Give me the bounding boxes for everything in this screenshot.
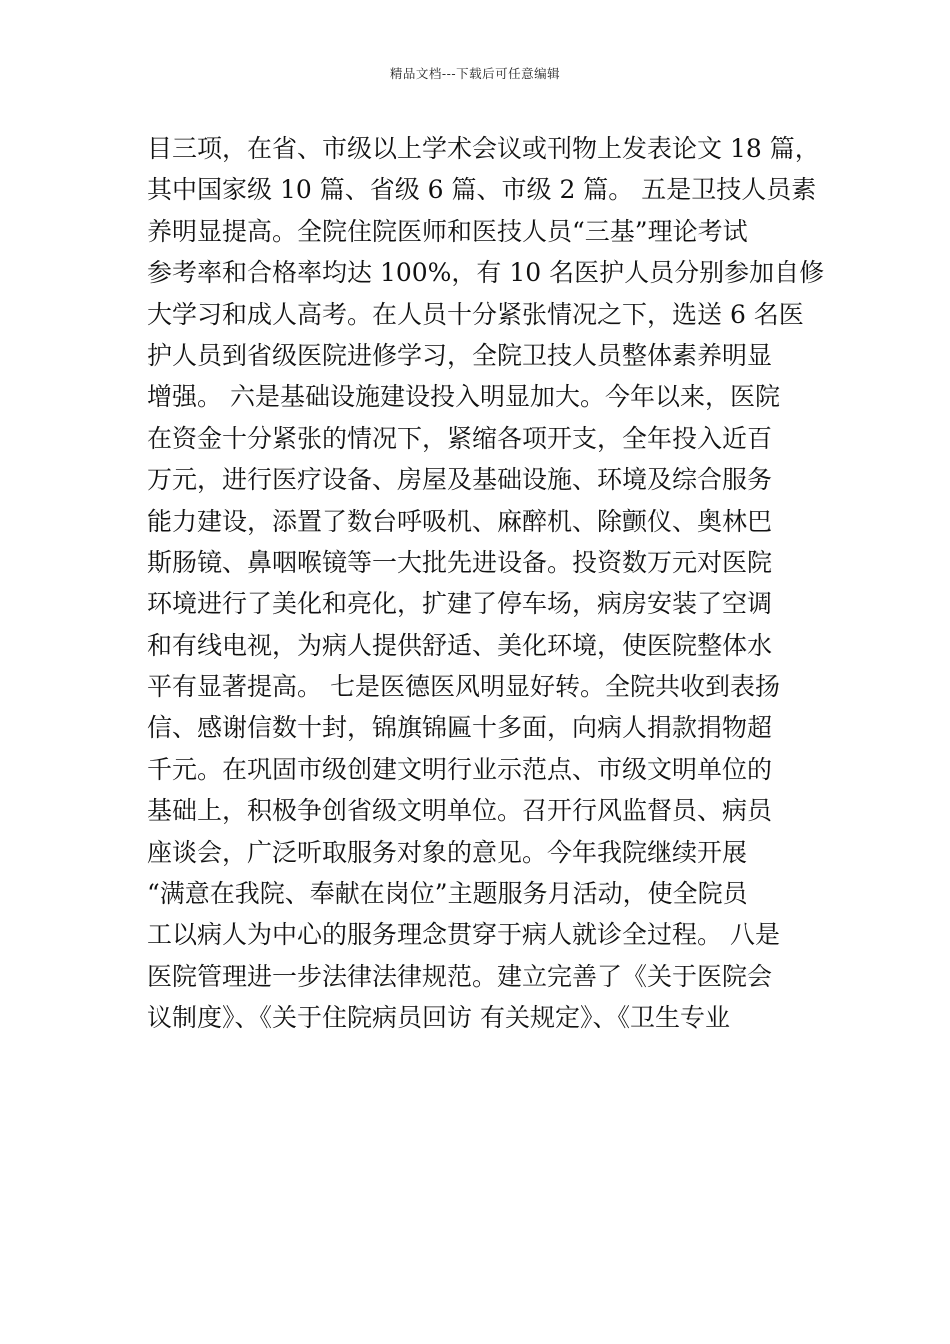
text-line: 大学习和成人高考。在人员十分紧张情况之下，选送 6 名医 (147, 299, 804, 329)
text-line: 座谈会，广泛听取服务对象的意见。今年我院继续开展 (147, 837, 748, 867)
text-line: “满意在我院、奉献在岗位”主题服务月活动，使全院员 (147, 879, 748, 909)
text-line: 千元。在巩固市级创建文明行业示范点、市级文明单位的 (147, 754, 773, 784)
text-line: 信、感谢信数十封，锦旗锦匾十多面，向病人捐款捐物超 (147, 713, 773, 743)
text-line: 环境进行了美化和亮化，扩建了停车场，病房安装了空调 (147, 589, 773, 619)
text-line: 参考率和合格率均达 100%，有 10 名医护人员分别参加自修 (147, 258, 825, 288)
text-line: 医院管理进一步法律法律规范。建立完善了《关于医院会 (147, 961, 773, 991)
text-line: 工以病人为中心的服务理念贯穿于病人就诊全过程。 八是 (147, 920, 780, 950)
text-line: 其中国家级 10 篇、省级 6 篇、市级 2 篇。 五是卫技人员素 (147, 175, 817, 205)
page-header: 精品文档---下载后可任意编辑 (389, 66, 561, 81)
text-line: 目三项，在省、市级以上学术会议或刊物上发表论文 18 篇， (147, 134, 820, 163)
text-line: 平有显著提高。 七是医德医风明显好转。全院共收到表扬 (147, 672, 780, 702)
text-line: 万元，进行医疗设备、房屋及基础设施、环境及综合服务 (147, 465, 773, 495)
body-text (147, 128, 825, 1039)
text-line: 能力建设，添置了数台呼吸机、麻醉机、除颤仪、奥林巴 (147, 506, 773, 536)
text-line: 在资金十分紧张的情况下，紧缩各项开支，全年投入近百 (147, 423, 773, 453)
text-line: 护人员到省级医院进修学习，全院卫技人员整体素养明显 (147, 340, 773, 370)
text-line: 斯肠镜、鼻咽喉镜等一大批先进设备。投资数万元对医院 (147, 547, 773, 577)
text-line: 议制度》、《关于住院病员回访 有关规定》、《卫生专业 (147, 1003, 730, 1033)
text-line: 增强。 六是基础设施建设投入明显加大。今年以来，医院 (147, 382, 780, 412)
text-line: 养明显提高。全院住院医师和医技人员“三基”理论考试 (147, 216, 748, 246)
text-line: 和有线电视，为病人提供舒适、美化环境，使医院整体水 (147, 630, 773, 660)
text-line: 基础上，积极争创省级文明单位。召开行风监督员、病员 (147, 796, 773, 826)
